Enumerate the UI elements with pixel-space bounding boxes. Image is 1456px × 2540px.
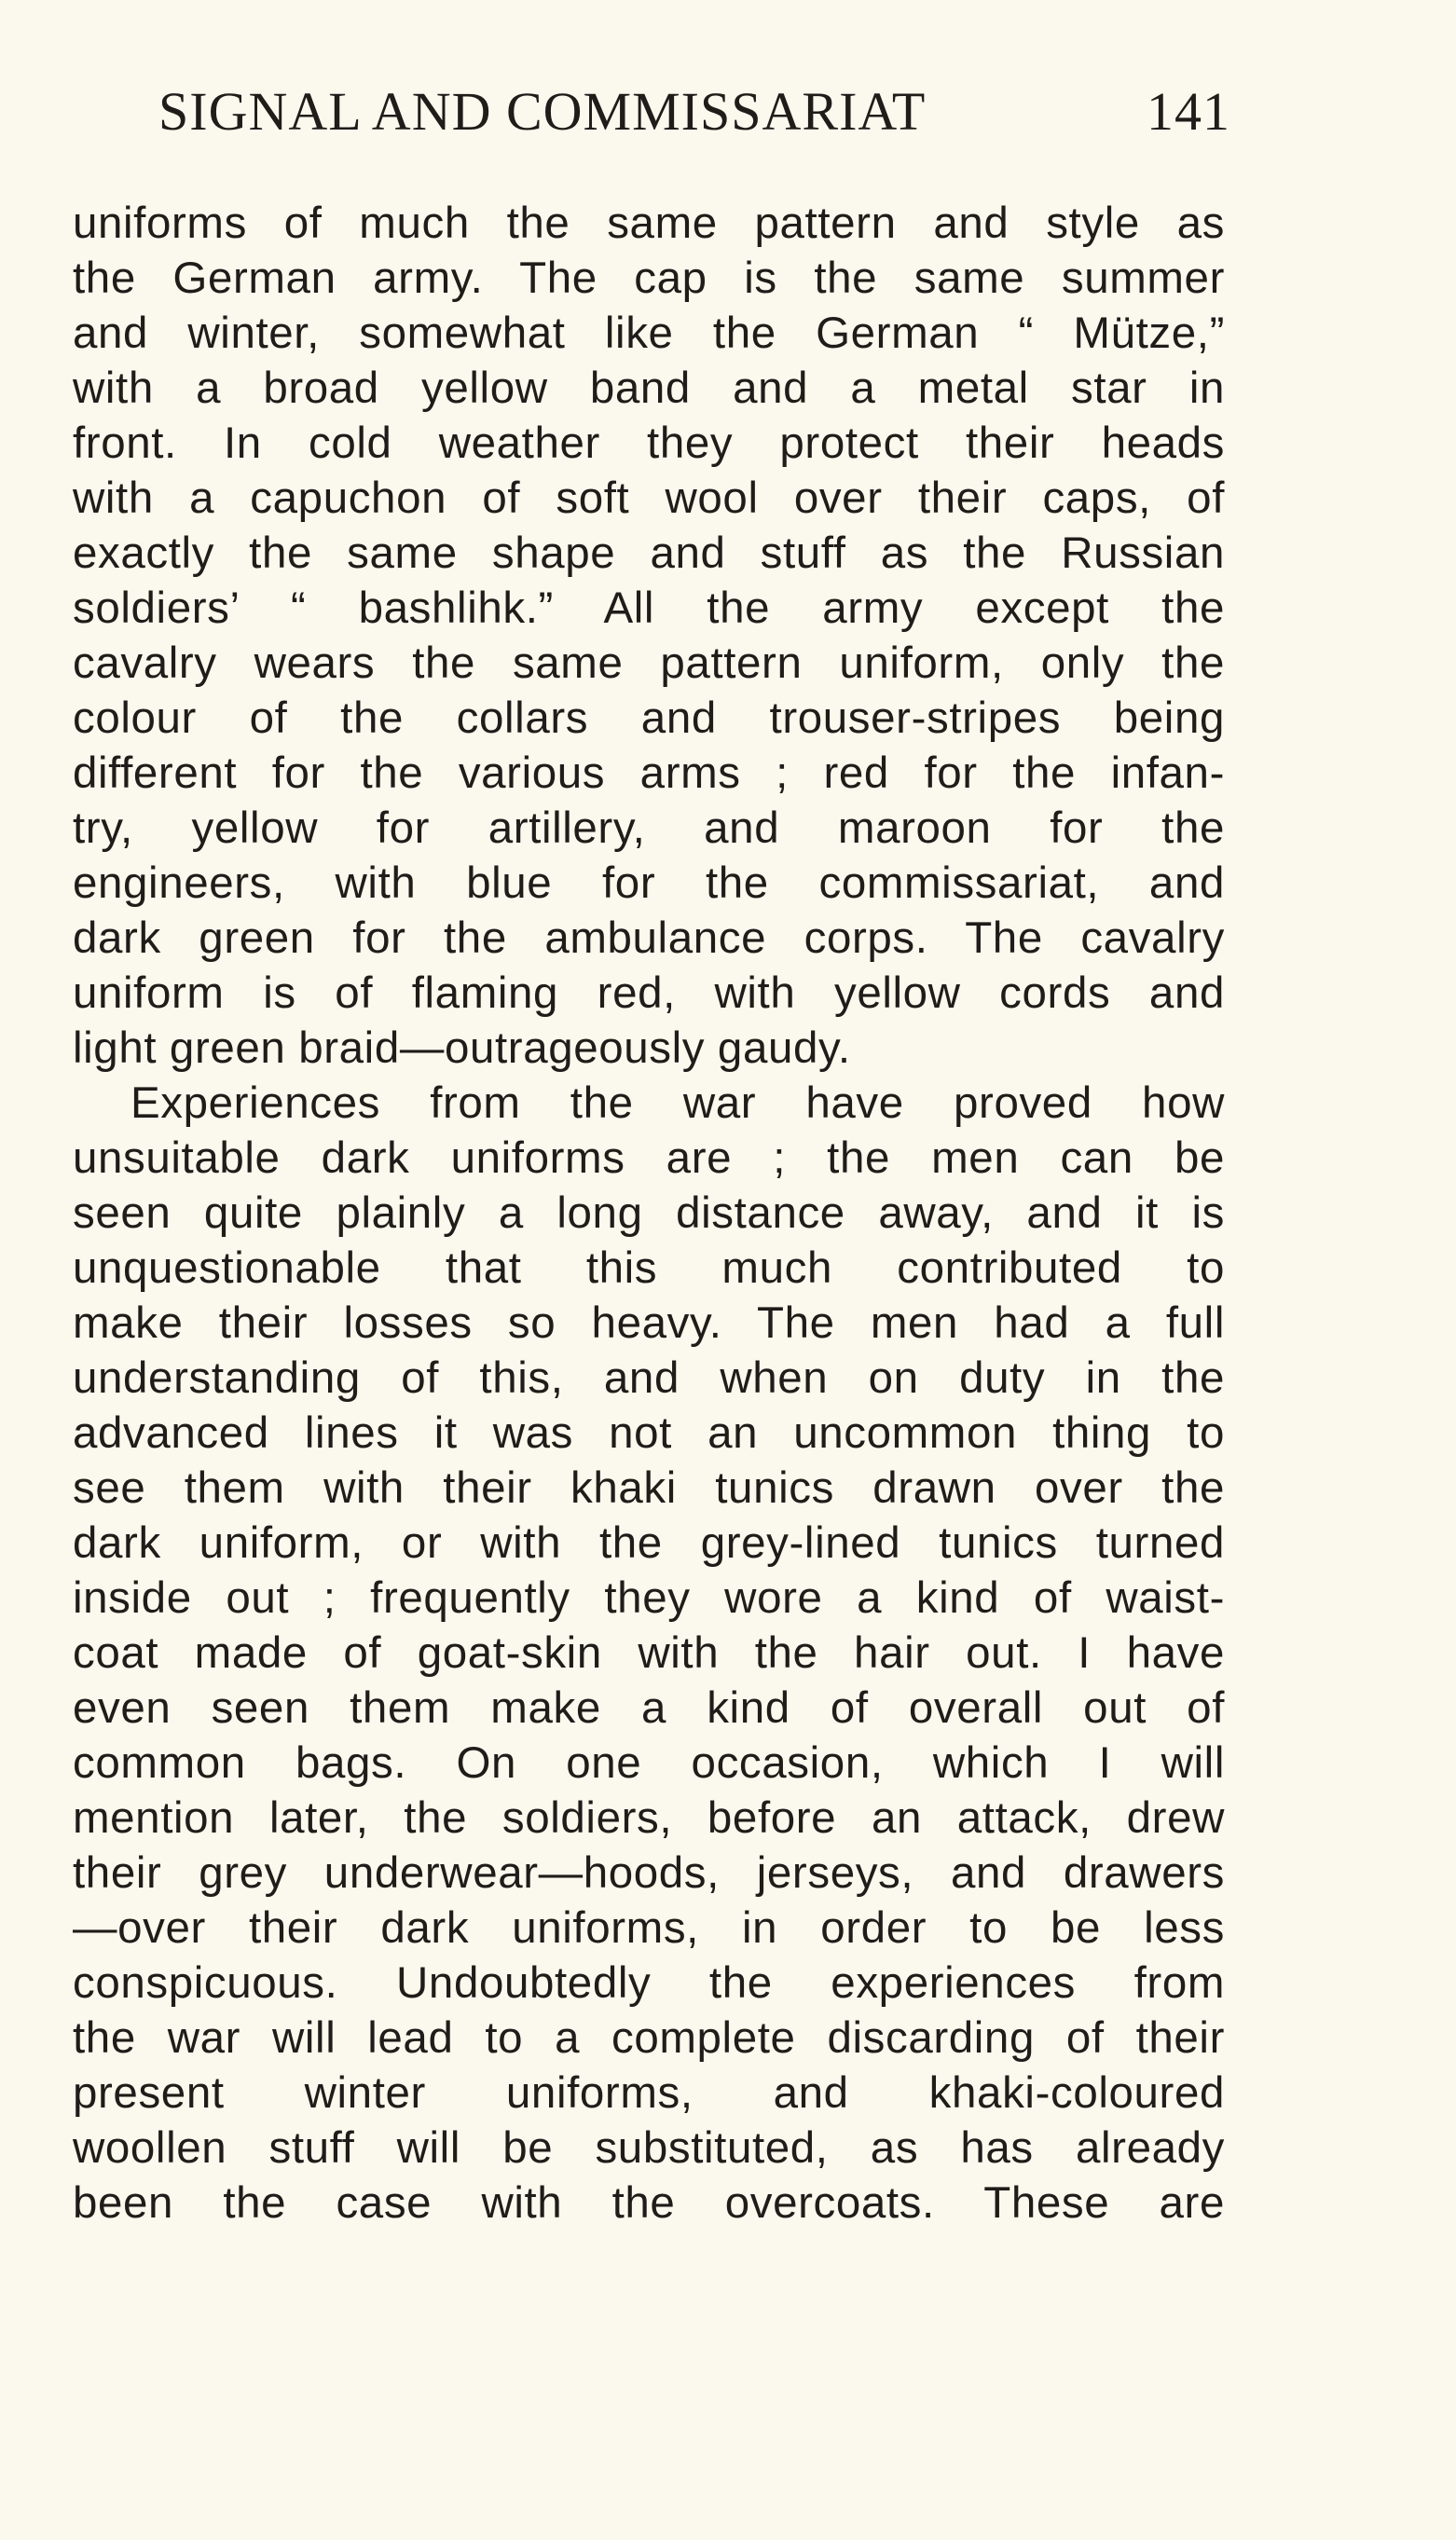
text-line: and winter, somewhat like the German “ Mütze,” (73, 309, 1225, 358)
text-line: woollen stuff will be substituted, as has already (73, 2123, 1225, 2173)
text-line: make their losses so heavy. The men had a full (73, 1298, 1225, 1348)
text-line: exactly the same shape and stuff as the Russian (73, 529, 1225, 578)
text-line: inside out ; frequently they wore a kind of waist- (73, 1573, 1225, 1623)
page-number: 141 (1147, 81, 1230, 142)
text-line: different for the various arms ; red for the infan- (73, 748, 1225, 798)
text-line: Experiences from the war have proved how (130, 1078, 1225, 1128)
text-line: engineers, with blue for the commissariat, and (73, 858, 1225, 908)
text-line: —over their dark uniforms, in order to be less (73, 1903, 1225, 1953)
text-line: dark uniform, or with the grey-lined tunics turned (73, 1518, 1225, 1568)
text-line: with a capuchon of soft wool over their caps, of (73, 474, 1225, 523)
text-line: conspicuous. Undoubtedly the experiences from (73, 1958, 1225, 2008)
text-line: the war will lead to a complete discarding of their (73, 2013, 1225, 2063)
text-line: cavalry wears the same pattern uniform, only the (73, 638, 1225, 688)
text-line: the German army. The cap is the same summer (73, 254, 1225, 303)
text-line: front. In cold weather they protect their heads (73, 419, 1225, 468)
text-line: see them with their khaki tunics drawn over the (73, 1463, 1225, 1513)
text-line: light green braid—outrageously gaudy. (73, 1023, 851, 1073)
text-line: their grey underwear—hoods, jerseys, and drawers (73, 1848, 1225, 1898)
text-line: present winter uniforms, and khaki-coloured (73, 2068, 1225, 2118)
text-line: soldiers’ “ bashlihk.” All the army except the (73, 584, 1225, 633)
text-line: mention later, the soldiers, before an attack, drew (73, 1793, 1225, 1843)
running-head (158, 75, 1230, 149)
text-line: try, yellow for artillery, and maroon for the (73, 803, 1225, 853)
text-line: unsuitable dark uniforms are ; the men can be (73, 1133, 1225, 1183)
text-line: coat made of goat-skin with the hair out. I have (73, 1628, 1225, 1678)
text-line: dark green for the ambulance corps. The cavalry (73, 913, 1225, 963)
running-title: SIGNAL AND COMMISSARIAT (158, 81, 927, 142)
text-line: advanced lines it was not an uncommon thing to (73, 1408, 1225, 1458)
text-line: been the case with the overcoats. These are (73, 2178, 1225, 2228)
text-line: uniforms of much the same pattern and style as (73, 199, 1225, 248)
text-line: with a broad yellow band and a metal star in (73, 364, 1225, 413)
text-line: even seen them make a kind of overall out of (73, 1683, 1225, 1733)
text-line: common bags. On one occasion, which I will (73, 1738, 1225, 1788)
text-line: seen quite plainly a long distance away, and it is (73, 1188, 1225, 1238)
paragraph (73, 196, 1225, 1076)
paragraph (73, 1076, 1225, 2231)
text-line: understanding of this, and when on duty in the (73, 1353, 1225, 1403)
text-line: uniform is of flaming red, with yellow cords and (73, 968, 1225, 1018)
body-text (73, 196, 1225, 2231)
text-line: unquestionable that this much contributed to (73, 1243, 1225, 1293)
text-line: colour of the collars and trouser-stripes being (73, 693, 1225, 743)
